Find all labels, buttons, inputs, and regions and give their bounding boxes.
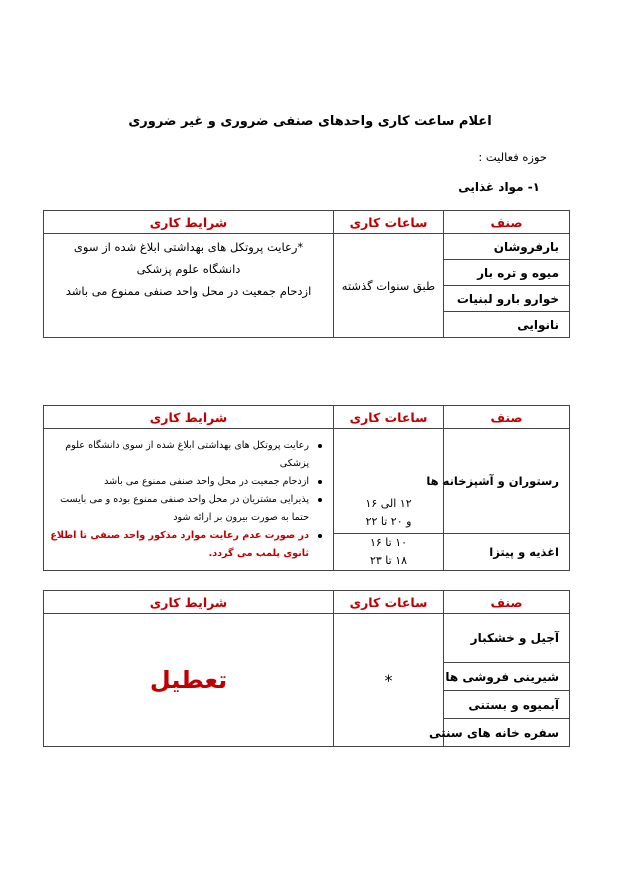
guild-cell: آبمیوه و بستنی bbox=[444, 691, 570, 719]
table-row bbox=[44, 429, 570, 534]
hours-cell: طبق سنوات گذشته bbox=[334, 234, 444, 338]
header-hours: ساعات کاری bbox=[334, 591, 444, 614]
header-guild: صنف bbox=[444, 211, 570, 234]
table-header-row bbox=[44, 211, 570, 234]
list-item: پذیرایی مشتریان در محل واحد صنفی ممنوع بوده و می بایست حتما به صورت بیرون بر ارائه شود bbox=[50, 491, 325, 527]
table-row bbox=[44, 234, 570, 260]
guild-cell: بارفروشان bbox=[444, 234, 570, 260]
table-header-row bbox=[44, 406, 570, 429]
guild-cell: شیرینی فروشی ها bbox=[444, 663, 570, 691]
guild-cell: خوارو بارو لبنیات bbox=[444, 286, 570, 312]
guild-cell: آجیل و خشکبار bbox=[444, 614, 570, 663]
conditions-cell bbox=[44, 429, 334, 571]
list-item: رعایت پروتکل های بهداشتی ابلاغ شده از سوی دانشگاه علوم پزشکی bbox=[50, 437, 325, 473]
header-hours: ساعات کاری bbox=[334, 211, 444, 234]
closed-guilds-table bbox=[43, 590, 570, 747]
hours-line: و ۲۰ تا ۲۲ bbox=[365, 515, 412, 528]
guild-cell: رستوران و آشپزخانه ها bbox=[444, 429, 570, 534]
condition-line: ازدحام جمعیت در محل واحد صنفی ممنوع می باشد bbox=[65, 284, 312, 298]
hours-line: ۱۸ تا ۲۳ bbox=[369, 554, 408, 567]
guild-cell: اغذیه و پیتزا bbox=[444, 534, 570, 571]
hours-line: ۱۰ تا ۱۶ bbox=[369, 536, 408, 549]
hours-line: ۱۲ الی ۱۶ bbox=[365, 497, 412, 510]
header-hours: ساعات کاری bbox=[334, 406, 444, 429]
field-label: حوزه فعالیت : bbox=[478, 150, 547, 164]
conditions-list bbox=[44, 433, 333, 567]
hours-cell: * bbox=[334, 614, 444, 747]
table-header-row bbox=[44, 591, 570, 614]
warning-item: در صورت عدم رعایت موارد مذکور واحد صنفی تا اطلاع ثانوی پلمب می گردد. bbox=[50, 527, 325, 563]
condition-line: دانشگاه علوم پزشکی bbox=[136, 262, 241, 276]
food-essential-table bbox=[43, 210, 570, 338]
conditions-cell bbox=[44, 234, 334, 338]
guild-cell: میوه و تره بار bbox=[444, 260, 570, 286]
guild-cell: سفره خانه های سنتی bbox=[444, 719, 570, 747]
page-title: اعلام ساعت کاری واحدهای صنفی ضروری و غیر ضروری bbox=[128, 114, 492, 129]
table-row bbox=[44, 614, 570, 663]
list-item: ازدحام جمعیت در محل واحد صنفی ممنوع می باشد bbox=[50, 473, 325, 491]
restaurant-table bbox=[43, 405, 570, 571]
section-label: ۱- مواد غذایی bbox=[458, 180, 540, 194]
condition-line: *رعایت پروتکل های بهداشتی ابلاغ شده از سوی bbox=[73, 240, 304, 254]
header-guild: صنف bbox=[444, 591, 570, 614]
header-conditions: شرایط کاری bbox=[44, 591, 334, 614]
header-guild: صنف bbox=[444, 406, 570, 429]
header-conditions: شرایط کاری bbox=[44, 211, 334, 234]
header-conditions: شرایط کاری bbox=[44, 406, 334, 429]
closed-status: تعطیل bbox=[44, 614, 334, 747]
hours-cell bbox=[334, 534, 444, 571]
guild-cell: نانوایی bbox=[444, 312, 570, 338]
